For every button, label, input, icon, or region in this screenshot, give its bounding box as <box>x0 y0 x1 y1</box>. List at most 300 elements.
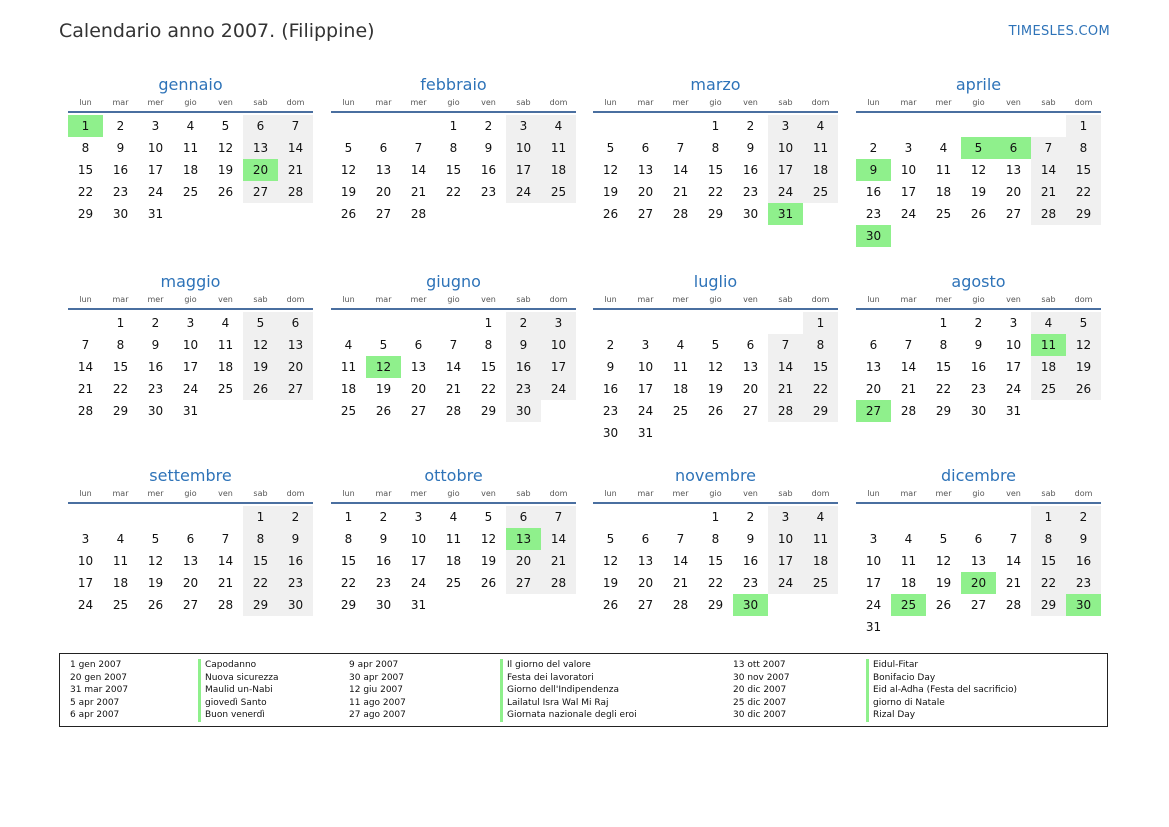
day: 2 <box>974 316 983 330</box>
holiday-day: 30 <box>856 225 891 247</box>
day: 10 <box>900 163 917 177</box>
weekday-label: lun <box>604 295 617 304</box>
day: 21 <box>1031 181 1066 203</box>
day: 26 <box>217 185 234 199</box>
day: 10 <box>1005 338 1022 352</box>
day: 16 <box>112 163 129 177</box>
month-name: gennaio <box>158 75 223 94</box>
day: 9 <box>974 338 983 352</box>
weekday-label: mar <box>112 489 129 498</box>
day: 4 <box>803 506 838 528</box>
weekday-label: sab <box>778 295 793 304</box>
day: 19 <box>480 554 497 568</box>
weekday-label: dom <box>286 295 305 304</box>
day-grid <box>856 115 1101 247</box>
day: 26 <box>147 598 164 612</box>
day: 8 <box>803 334 838 356</box>
day: 8 <box>243 528 278 550</box>
day: 25 <box>935 207 952 221</box>
day: 1 <box>711 510 720 524</box>
month-name: settembre <box>149 466 232 485</box>
legend-holiday-name: Eid al-Adha (Festa del sacrificio) <box>866 684 1017 697</box>
day: 22 <box>935 382 952 396</box>
day: 14 <box>672 163 689 177</box>
empty-cell <box>996 115 1031 137</box>
day: 5 <box>379 338 388 352</box>
day: 11 <box>900 554 917 568</box>
day: 16 <box>1066 550 1101 572</box>
day: 4 <box>939 141 948 155</box>
day: 26 <box>480 576 497 590</box>
day: 19 <box>602 185 619 199</box>
day: 27 <box>278 378 313 400</box>
empty-cell <box>436 312 471 334</box>
empty-cell <box>891 506 926 528</box>
day: 25 <box>340 404 357 418</box>
day: 18 <box>803 159 838 181</box>
weekday-label: mar <box>637 295 654 304</box>
month-gennaio <box>68 75 313 225</box>
day: 6 <box>186 532 195 546</box>
day: 28 <box>900 404 917 418</box>
day: 6 <box>641 141 650 155</box>
day: 9 <box>116 141 125 155</box>
empty-cell <box>68 312 103 334</box>
empty-cell <box>663 115 698 137</box>
weekday-header <box>68 294 313 310</box>
day: 7 <box>1031 137 1066 159</box>
day: 12 <box>480 532 497 546</box>
day: 18 <box>803 550 838 572</box>
weekday-label: mar <box>375 295 392 304</box>
day: 6 <box>414 338 423 352</box>
day: 16 <box>742 163 759 177</box>
weekday-label: dom <box>549 295 568 304</box>
day: 2 <box>278 506 313 528</box>
day: 2 <box>379 510 388 524</box>
day: 3 <box>1009 316 1018 330</box>
day: 20 <box>410 382 427 396</box>
empty-cell <box>138 506 173 528</box>
day: 1 <box>803 312 838 334</box>
day: 6 <box>641 532 650 546</box>
weekday-label: dom <box>286 489 305 498</box>
month-name: ottobre <box>424 466 483 485</box>
holiday-day: 31 <box>768 203 803 225</box>
holiday-day: 20 <box>243 159 278 181</box>
day: 1 <box>449 119 458 133</box>
day: 27 <box>1005 207 1022 221</box>
day: 5 <box>711 338 720 352</box>
day: 24 <box>1005 382 1022 396</box>
day: 3 <box>768 115 803 137</box>
weekday-label: lun <box>867 98 880 107</box>
month-marzo <box>593 75 838 225</box>
weekday-label: mar <box>375 489 392 498</box>
month-giugno <box>331 272 576 422</box>
empty-cell <box>961 115 996 137</box>
day: 16 <box>742 554 759 568</box>
day: 15 <box>112 360 129 374</box>
day: 27 <box>637 207 654 221</box>
month-name: maggio <box>160 272 221 291</box>
day: 19 <box>707 382 724 396</box>
legend-names-col-1 <box>198 659 279 722</box>
day: 7 <box>278 115 313 137</box>
holiday-day: 30 <box>733 594 768 616</box>
weekday-label: mer <box>672 295 689 304</box>
holiday-day: 12 <box>366 356 401 378</box>
day: 23 <box>970 382 987 396</box>
day: 20 <box>182 576 199 590</box>
weekday-label: gio <box>447 489 460 498</box>
weekday-label: dom <box>1074 295 1093 304</box>
weekday-label: mar <box>637 98 654 107</box>
weekday-label: sab <box>778 98 793 107</box>
empty-cell <box>628 312 663 334</box>
day: 3 <box>186 316 195 330</box>
day: 28 <box>768 400 803 422</box>
day: 26 <box>707 404 724 418</box>
empty-cell <box>926 115 961 137</box>
day: 4 <box>676 338 685 352</box>
legend-holiday-name: Rizal Day <box>866 709 1017 722</box>
day: 30 <box>970 404 987 418</box>
weekday-label: mer <box>672 98 689 107</box>
weekday-label: mer <box>935 295 952 304</box>
day: 1 <box>939 316 948 330</box>
empty-cell <box>856 312 891 334</box>
month-febbraio <box>331 75 576 225</box>
weekday-label: lun <box>867 489 880 498</box>
weekday-label: ven <box>481 98 496 107</box>
legend-date: 30 apr 2007 <box>349 672 405 683</box>
day: 8 <box>344 532 353 546</box>
day: 29 <box>707 598 724 612</box>
day: 21 <box>445 382 462 396</box>
day: 11 <box>803 137 838 159</box>
legend-date: 31 mar 2007 <box>70 685 129 696</box>
day: 28 <box>410 207 427 221</box>
day: 28 <box>672 598 689 612</box>
day: 18 <box>900 576 917 590</box>
day: 30 <box>278 594 313 616</box>
day: 2 <box>1066 506 1101 528</box>
weekday-label: sab <box>1041 489 1056 498</box>
day: 30 <box>506 400 541 422</box>
empty-cell <box>401 312 436 334</box>
weekday-label: gio <box>184 98 197 107</box>
day: 31 <box>182 404 199 418</box>
day: 21 <box>77 382 94 396</box>
weekday-label: sab <box>516 489 531 498</box>
day: 9 <box>746 532 755 546</box>
day: 8 <box>484 338 493 352</box>
day: 16 <box>278 550 313 572</box>
day: 11 <box>217 338 234 352</box>
day: 3 <box>768 506 803 528</box>
legend-date: 25 dic 2007 <box>733 697 787 708</box>
day: 22 <box>243 572 278 594</box>
day: 17 <box>541 356 576 378</box>
day: 18 <box>445 554 462 568</box>
legend-dates-col-2 <box>349 659 406 722</box>
weekday-label: sab <box>516 98 531 107</box>
weekday-label: gio <box>709 295 722 304</box>
site-link[interactable]: TIMESLES.COM <box>1008 24 1110 39</box>
day: 25 <box>112 598 129 612</box>
day: 5 <box>243 312 278 334</box>
day: 2 <box>746 510 755 524</box>
weekday-label: mar <box>112 98 129 107</box>
empty-cell <box>891 312 926 334</box>
legend-holiday-name: Eidul-Fitar <box>866 659 1017 672</box>
weekday-label: dom <box>1074 98 1093 107</box>
day: 30 <box>602 426 619 440</box>
day: 8 <box>711 532 720 546</box>
weekday-label: mer <box>410 295 427 304</box>
day: 12 <box>602 163 619 177</box>
day: 16 <box>147 360 164 374</box>
day: 11 <box>182 141 199 155</box>
empty-cell <box>856 115 891 137</box>
day: 10 <box>768 528 803 550</box>
weekday-label: mar <box>637 489 654 498</box>
day: 8 <box>449 141 458 155</box>
day: 3 <box>869 532 878 546</box>
weekday-label: ven <box>218 295 233 304</box>
day: 3 <box>641 338 650 352</box>
day: 15 <box>1066 159 1101 181</box>
day: 15 <box>445 163 462 177</box>
day: 2 <box>869 141 878 155</box>
day: 27 <box>243 181 278 203</box>
day: 17 <box>147 163 164 177</box>
weekday-header <box>856 294 1101 310</box>
day: 9 <box>379 532 388 546</box>
weekday-label: gio <box>184 489 197 498</box>
empty-cell <box>208 506 243 528</box>
day: 17 <box>768 550 803 572</box>
day: 8 <box>1066 137 1101 159</box>
day: 9 <box>151 338 160 352</box>
legend-holiday-name: Maulid un-Nabi <box>198 684 279 697</box>
day-grid <box>856 506 1101 638</box>
empty-cell <box>331 312 366 334</box>
weekday-label: mer <box>672 489 689 498</box>
day: 25 <box>1031 378 1066 400</box>
day: 3 <box>151 119 160 133</box>
weekday-label: lun <box>79 295 92 304</box>
day: 7 <box>414 141 423 155</box>
day: 7 <box>221 532 230 546</box>
day: 22 <box>707 185 724 199</box>
day: 5 <box>1066 312 1101 334</box>
day: 14 <box>900 360 917 374</box>
day: 3 <box>541 312 576 334</box>
day: 3 <box>506 115 541 137</box>
day: 13 <box>742 360 759 374</box>
day: 29 <box>480 404 497 418</box>
weekday-label: lun <box>79 98 92 107</box>
day: 28 <box>278 181 313 203</box>
day: 13 <box>1005 163 1022 177</box>
day: 25 <box>803 572 838 594</box>
day: 12 <box>340 163 357 177</box>
weekday-label: mer <box>935 98 952 107</box>
day: 23 <box>147 382 164 396</box>
day: 17 <box>900 185 917 199</box>
day: 7 <box>904 338 913 352</box>
day: 15 <box>243 550 278 572</box>
day: 16 <box>865 185 882 199</box>
day: 29 <box>707 207 724 221</box>
weekday-label: sab <box>778 489 793 498</box>
legend-date: 30 nov 2007 <box>733 672 790 683</box>
day: 22 <box>340 576 357 590</box>
day: 7 <box>768 334 803 356</box>
day: 7 <box>81 338 90 352</box>
day: 27 <box>182 598 199 612</box>
weekday-label: gio <box>972 98 985 107</box>
day: 17 <box>506 159 541 181</box>
legend-dates-col-1 <box>70 659 128 722</box>
weekday-label: dom <box>286 98 305 107</box>
day: 14 <box>1031 159 1066 181</box>
day: 9 <box>506 334 541 356</box>
empty-cell <box>366 115 401 137</box>
day: 27 <box>970 598 987 612</box>
day: 9 <box>484 141 493 155</box>
day: 10 <box>637 360 654 374</box>
day: 14 <box>445 360 462 374</box>
day: 22 <box>480 382 497 396</box>
day: 2 <box>606 338 615 352</box>
day: 26 <box>602 598 619 612</box>
day: 20 <box>506 550 541 572</box>
legend-date: 11 ago 2007 <box>349 697 406 708</box>
day: 24 <box>900 207 917 221</box>
day: 20 <box>742 382 759 396</box>
day: 23 <box>865 207 882 221</box>
weekday-label: mar <box>112 295 129 304</box>
day: 15 <box>1031 550 1066 572</box>
day: 13 <box>278 334 313 356</box>
day: 4 <box>186 119 195 133</box>
legend-holiday-name: Capodanno <box>198 659 279 672</box>
month-name: luglio <box>693 272 738 291</box>
day: 19 <box>935 576 952 590</box>
day: 4 <box>344 338 353 352</box>
day: 13 <box>375 163 392 177</box>
weekday-label: ven <box>743 489 758 498</box>
holiday-day: 5 <box>961 137 996 159</box>
day: 29 <box>803 400 838 422</box>
day: 15 <box>707 163 724 177</box>
weekday-header <box>68 488 313 504</box>
weekday-label: gio <box>972 489 985 498</box>
legend-date: 30 dic 2007 <box>733 710 787 721</box>
day: 5 <box>484 510 493 524</box>
weekday-header <box>856 488 1101 504</box>
day: 26 <box>340 207 357 221</box>
day: 6 <box>974 532 983 546</box>
weekday-label: mer <box>410 98 427 107</box>
weekday-header <box>856 97 1101 113</box>
day: 28 <box>77 404 94 418</box>
holiday-day: 27 <box>856 400 891 422</box>
holiday-day: 1 <box>68 115 103 137</box>
day: 12 <box>1066 334 1101 356</box>
day: 10 <box>768 137 803 159</box>
day: 9 <box>1066 528 1101 550</box>
legend-names-col-3 <box>866 659 1017 722</box>
day: 22 <box>1031 572 1066 594</box>
day: 18 <box>935 185 952 199</box>
day: 21 <box>278 159 313 181</box>
month-name: aprile <box>955 75 1002 94</box>
empty-cell <box>926 506 961 528</box>
day: 9 <box>606 360 615 374</box>
day: 22 <box>707 576 724 590</box>
day-grid <box>331 506 576 616</box>
empty-cell <box>663 312 698 334</box>
day: 29 <box>243 594 278 616</box>
day: 31 <box>147 207 164 221</box>
day: 28 <box>541 572 576 594</box>
day: 24 <box>768 572 803 594</box>
day: 21 <box>900 382 917 396</box>
empty-cell <box>103 506 138 528</box>
weekday-label: sab <box>253 295 268 304</box>
day: 18 <box>340 382 357 396</box>
day: 17 <box>865 576 882 590</box>
day: 17 <box>768 159 803 181</box>
weekday-label: mar <box>900 489 917 498</box>
day: 15 <box>803 356 838 378</box>
empty-cell <box>173 506 208 528</box>
legend-date: 12 giu 2007 <box>349 685 403 696</box>
month-name: giugno <box>426 272 481 291</box>
day: 21 <box>217 576 234 590</box>
weekday-label: mar <box>900 98 917 107</box>
day: 4 <box>1031 312 1066 334</box>
day: 20 <box>1005 185 1022 199</box>
day: 22 <box>1066 181 1101 203</box>
day: 22 <box>803 378 838 400</box>
weekday-label: dom <box>811 98 830 107</box>
page-title: Calendario anno 2007. (Filippine) <box>59 20 375 42</box>
day: 27 <box>742 404 759 418</box>
day: 14 <box>541 528 576 550</box>
day: 4 <box>541 115 576 137</box>
weekday-label: gio <box>447 295 460 304</box>
day: 29 <box>77 207 94 221</box>
weekday-label: gio <box>447 98 460 107</box>
legend-holiday-name: Giornata nazionale degli eroi <box>500 709 637 722</box>
weekday-label: mer <box>147 489 164 498</box>
day: 3 <box>904 141 913 155</box>
day: 15 <box>935 360 952 374</box>
day: 14 <box>410 163 427 177</box>
weekday-label: gio <box>709 489 722 498</box>
day: 29 <box>935 404 952 418</box>
weekday-label: dom <box>811 295 830 304</box>
day: 12 <box>147 554 164 568</box>
day-grid <box>593 506 838 616</box>
day: 26 <box>1066 378 1101 400</box>
day: 18 <box>112 576 129 590</box>
